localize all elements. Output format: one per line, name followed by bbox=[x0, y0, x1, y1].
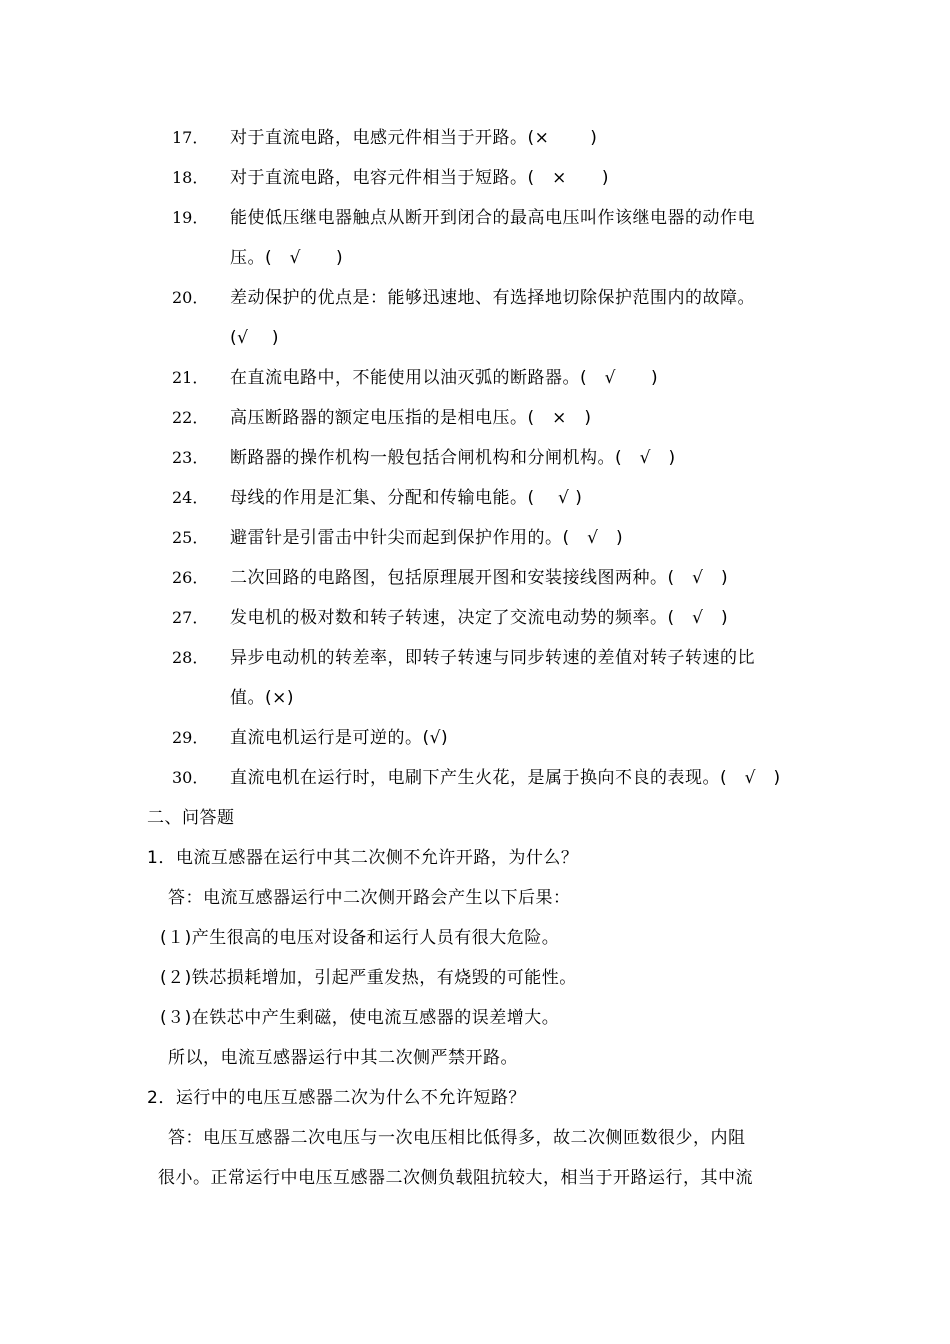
item-number: 25． bbox=[172, 528, 209, 547]
item-text: 对于直流电路，电感元件相当于开路。(× ) bbox=[230, 128, 598, 148]
item-number: 29． bbox=[172, 728, 209, 747]
item-text: 断路器的操作机构一般包括合闸机构和分闸机构。( √ ) bbox=[230, 448, 676, 468]
item-number: 17． bbox=[172, 128, 209, 147]
answer-1-item: (２)铁芯损耗增加，引起严重发热，有烧毁的可能性。 bbox=[160, 968, 577, 988]
item-number: 23． bbox=[172, 448, 209, 467]
item-text: 在直流电路中，不能使用以油灭弧的断路器。( √ ) bbox=[230, 368, 659, 388]
item-text: 发电机的极对数和转子转速，决定了交流电动势的频率。( √ ) bbox=[230, 608, 729, 628]
item-number: 24． bbox=[172, 488, 209, 507]
answer-1-item: (３)在铁芯中产生剩磁，使电流互感器的误差增大。 bbox=[160, 1008, 560, 1028]
item-number: 19． bbox=[172, 208, 209, 227]
item-number: 26． bbox=[172, 568, 209, 587]
item-text: 避雷针是引雷击中针尖而起到保护作用的。( √ ) bbox=[230, 528, 624, 548]
item-number: 30． bbox=[172, 768, 209, 787]
item-text: 直流电机运行是可逆的。(√) bbox=[230, 728, 449, 748]
item-number: 27． bbox=[172, 608, 209, 627]
item-text-continuation: 压。( √ ) bbox=[230, 248, 344, 268]
item-number: 22． bbox=[172, 408, 209, 427]
item-number: 20． bbox=[172, 288, 209, 307]
item-text: 母线的作用是汇集、分配和传输电能。( √ ) bbox=[230, 488, 583, 508]
item-text-continuation: (√ ) bbox=[230, 328, 280, 348]
answer-1-conclusion: 所以，电流互感器运行中其二次侧严禁开路。 bbox=[168, 1048, 518, 1068]
answer-1-item: (１)产生很高的电压对设备和运行人员有很大危险。 bbox=[160, 928, 560, 948]
item-text: 二次回路的电路图，包括原理展开图和安装接线图两种。( √ ) bbox=[230, 568, 729, 588]
item-number: 18． bbox=[172, 168, 209, 187]
item-text: 对于直流电路，电容元件相当于短路。( × ) bbox=[230, 168, 610, 188]
item-text-continuation: 值。(×) bbox=[230, 688, 295, 708]
item-text: 异步电动机的转差率，即转子转速与同步转速的差值对转子转速的比 bbox=[230, 648, 755, 668]
item-text: 高压断路器的额定电压指的是相电压。( × ) bbox=[230, 408, 592, 428]
item-text: 能使低压继电器触点从断开到闭合的最高电压叫作该继电器的动作电 bbox=[230, 208, 755, 228]
answer-2-line: 答：电压互感器二次电压与一次电压相比低得多，故二次侧匝数很少，内阻 bbox=[168, 1128, 746, 1148]
answer-1-intro: 答：电流互感器运行中二次侧开路会产生以下后果： bbox=[168, 888, 571, 908]
answer-2-line: 很小。正常运行中电压互感器二次侧负载阻抗较大，相当于开路运行，其中流 bbox=[158, 1168, 753, 1188]
item-number: 21． bbox=[172, 368, 209, 387]
section-title: 二、问答题 bbox=[147, 808, 235, 828]
question-2: 2．运行中的电压互感器二次为什么不允许短路？ bbox=[147, 1088, 526, 1108]
item-text: 差动保护的优点是：能够迅速地、有选择地切除保护范围内的故障。 bbox=[230, 288, 755, 308]
question-1: 1．电流互感器在运行中其二次侧不允许开路，为什么？ bbox=[147, 848, 579, 868]
item-text: 直流电机在运行时，电刷下产生火花，是属于换向不良的表现。( √ ) bbox=[230, 768, 781, 788]
item-number: 28． bbox=[172, 648, 209, 667]
